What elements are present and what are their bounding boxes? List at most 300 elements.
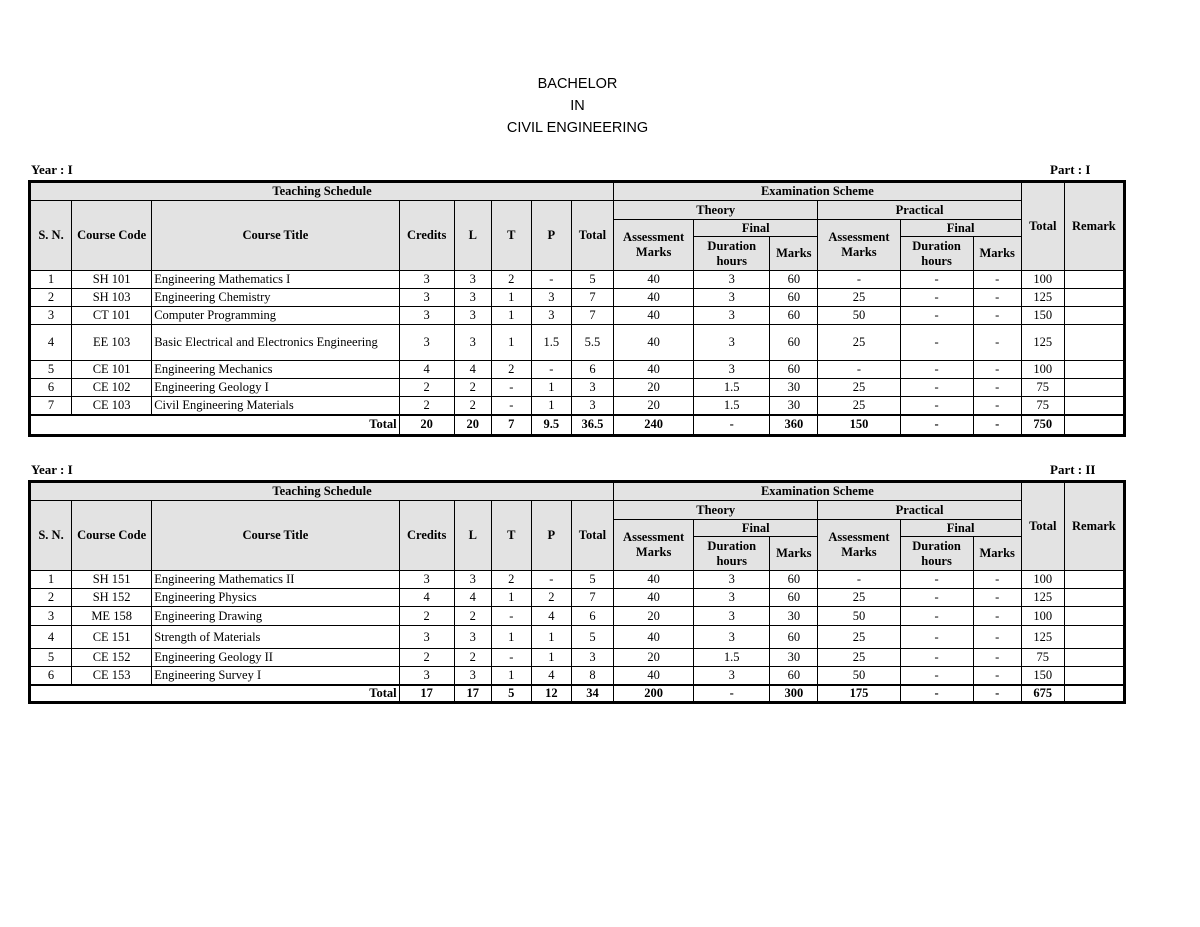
course-title-cell: Engineering Mathematics I: [152, 271, 399, 289]
grand-total-cell: 75: [1021, 379, 1064, 397]
theory-assessment-cell: 20: [614, 649, 694, 667]
credits-header: Credits: [399, 201, 454, 271]
hours-total-cell: 7: [571, 289, 613, 307]
year-label-part1: Year : I: [31, 162, 73, 177]
total-row: [30, 685, 1125, 703]
sn-header: S. N.: [30, 201, 72, 271]
lecture-cell: 3: [454, 325, 491, 361]
remark-cell: [1064, 289, 1124, 307]
total-credits-cell: 17: [399, 685, 454, 703]
practical-duration-cell: -: [900, 571, 973, 589]
theory-assessment-cell: 40: [614, 571, 694, 589]
tutorial-cell: 1: [491, 307, 531, 325]
course-title-cell: Engineering Physics: [152, 589, 399, 607]
course-title-cell: Basic Electrical and Electronics Engineering: [152, 325, 399, 361]
sn-cell: 4: [30, 626, 72, 649]
course-title-cell: Computer Programming: [152, 307, 399, 325]
credits-cell: 3: [399, 307, 454, 325]
lecture-cell: 2: [454, 379, 491, 397]
theory-assessment-header: Assessment Marks: [614, 220, 694, 271]
theory-assessment-cell: 40: [614, 589, 694, 607]
course-code-header: Course Code: [72, 501, 152, 571]
practical-assessment-cell: 50: [818, 607, 900, 626]
total-remark-cell: [1064, 685, 1124, 703]
practical-final-marks-cell: -: [973, 667, 1021, 685]
lecture-cell: 2: [454, 397, 491, 415]
course-code-cell: CE 151: [72, 626, 152, 649]
practical-duration-header: Duration hours: [900, 237, 973, 271]
total-hours-total-cell: 36.5: [571, 415, 613, 436]
lecture-cell: 2: [454, 649, 491, 667]
part-label-part2: Part : II: [1050, 462, 1096, 477]
theory-final-header: Final: [694, 520, 818, 537]
theory-assessment-cell: 20: [614, 379, 694, 397]
practical-final-marks-cell: -: [973, 626, 1021, 649]
practical-assessment-cell: 25: [818, 649, 900, 667]
part-label-part1: Part : I: [1050, 162, 1091, 177]
practical-final-marks-cell: -: [973, 607, 1021, 626]
remark-cell: [1064, 667, 1124, 685]
remark-cell: [1064, 271, 1124, 289]
remark-cell: [1064, 307, 1124, 325]
practical-final-marks-cell: -: [973, 379, 1021, 397]
total-lecture-cell: 20: [454, 415, 491, 436]
theory-assessment-cell: 40: [614, 667, 694, 685]
course-title-cell: Engineering Chemistry: [152, 289, 399, 307]
course-title-cell: Engineering Drawing: [152, 607, 399, 626]
program-title-line1: BACHELOR: [537, 76, 618, 92]
grand-total-cell: 150: [1021, 307, 1064, 325]
theory-final-marks-cell: 60: [770, 271, 818, 289]
total-practical-assessment-cell: 175: [818, 685, 900, 703]
practical-duration-cell: -: [900, 626, 973, 649]
sn-cell: 1: [30, 271, 72, 289]
hours-total-cell: 6: [571, 607, 613, 626]
course-code-cell: CE 101: [72, 361, 152, 379]
total-row: [30, 415, 1125, 436]
practical-duration-cell: -: [900, 307, 973, 325]
practical-duration-cell: -: [900, 667, 973, 685]
sn-cell: 2: [30, 289, 72, 307]
credits-cell: 2: [399, 649, 454, 667]
course-code-cell: SH 103: [72, 289, 152, 307]
remark-cell: [1064, 571, 1124, 589]
remark-cell: [1064, 607, 1124, 626]
practical-final-marks-cell: -: [973, 325, 1021, 361]
teaching-schedule-header: Teaching Schedule: [30, 482, 614, 501]
theory-duration-cell: 3: [694, 289, 770, 307]
practical-assessment-cell: 25: [818, 626, 900, 649]
practical-assessment-cell: 25: [818, 289, 900, 307]
theory-final-marks-cell: 60: [770, 667, 818, 685]
practical-assessment-cell: 25: [818, 589, 900, 607]
practical-assessment-cell: 50: [818, 667, 900, 685]
practical-final-marks-cell: -: [973, 289, 1021, 307]
sn-cell: 4: [30, 325, 72, 361]
total-credits-cell: 20: [399, 415, 454, 436]
grand-total-header: Total: [1021, 482, 1064, 571]
grand-total-cell: 100: [1021, 271, 1064, 289]
credits-cell: 4: [399, 589, 454, 607]
course-title-header: Course Title: [152, 201, 399, 271]
theory-final-marks-cell: 30: [770, 649, 818, 667]
course-row: [30, 607, 1125, 626]
practical-duration-cell: -: [900, 607, 973, 626]
grand-total-cell: 100: [1021, 571, 1064, 589]
practical-assessment-cell: 50: [818, 307, 900, 325]
credits-cell: 3: [399, 271, 454, 289]
year-label-part2: Year : I: [31, 462, 73, 477]
grand-total-cell: 100: [1021, 361, 1064, 379]
practical-hours-cell: 4: [531, 607, 571, 626]
tutorial-cell: -: [491, 397, 531, 415]
sn-cell: 6: [30, 379, 72, 397]
theory-assessment-cell: 40: [614, 626, 694, 649]
total-theory-duration-cell: -: [694, 415, 770, 436]
course-title-cell: Engineering Mathematics II: [152, 571, 399, 589]
theory-final-marks-cell: 60: [770, 361, 818, 379]
tutorial-cell: 2: [491, 571, 531, 589]
course-code-cell: CT 101: [72, 307, 152, 325]
hours-total-cell: 3: [571, 379, 613, 397]
course-row: [30, 667, 1125, 685]
theory-final-marks-cell: 60: [770, 571, 818, 589]
practical-hours-cell: 1: [531, 649, 571, 667]
practical-duration-cell: -: [900, 649, 973, 667]
theory-duration-cell: 3: [694, 607, 770, 626]
practical-assessment-cell: -: [818, 571, 900, 589]
theory-final-header: Final: [694, 220, 818, 237]
remark-header: Remark: [1064, 482, 1124, 571]
grand-total-cell: 125: [1021, 289, 1064, 307]
credits-cell: 2: [399, 607, 454, 626]
sn-cell: 3: [30, 607, 72, 626]
teaching-schedule-header: Teaching Schedule: [30, 182, 614, 201]
total-practical-hours-cell: 9.5: [531, 415, 571, 436]
course-code-cell: SH 152: [72, 589, 152, 607]
course-row: [30, 571, 1125, 589]
course-row: [30, 271, 1125, 289]
sn-cell: 7: [30, 397, 72, 415]
total-theory-duration-cell: -: [694, 685, 770, 703]
remark-cell: [1064, 649, 1124, 667]
course-code-header: Course Code: [72, 201, 152, 271]
lecture-cell: 4: [454, 361, 491, 379]
credits-cell: 2: [399, 379, 454, 397]
course-code-cell: SH 101: [72, 271, 152, 289]
theory-assessment-cell: 40: [614, 307, 694, 325]
course-code-cell: CE 152: [72, 649, 152, 667]
total-tutorial-cell: 7: [491, 415, 531, 436]
theory-duration-cell: 3: [694, 589, 770, 607]
credits-cell: 3: [399, 289, 454, 307]
program-title-line3: CIVIL ENGINEERING: [506, 120, 649, 136]
practical-final-marks-cell: -: [973, 307, 1021, 325]
total-theory-assessment-cell: 200: [614, 685, 694, 703]
practical-final-marks-cell: -: [973, 397, 1021, 415]
tutorial-cell: -: [491, 649, 531, 667]
total-practical-duration-cell: -: [900, 685, 973, 703]
course-row: [30, 397, 1125, 415]
sn-cell: 1: [30, 571, 72, 589]
lecture-cell: 3: [454, 571, 491, 589]
lecture-cell: 3: [454, 626, 491, 649]
course-title-header: Course Title: [152, 501, 399, 571]
practical-final-marks-cell: -: [973, 571, 1021, 589]
course-title-cell: Strength of Materials: [152, 626, 399, 649]
practical-duration-cell: -: [900, 271, 973, 289]
theory-assessment-cell: 40: [614, 289, 694, 307]
practical-hours-cell: -: [531, 271, 571, 289]
lecture-cell: 4: [454, 589, 491, 607]
theory-assessment-cell: 40: [614, 325, 694, 361]
practical-hours-cell: -: [531, 571, 571, 589]
course-title-cell: Engineering Survey I: [152, 667, 399, 685]
hours-total-cell: 5: [571, 571, 613, 589]
practical-duration-cell: -: [900, 589, 973, 607]
credits-cell: 3: [399, 667, 454, 685]
program-title-line2: IN: [570, 98, 585, 114]
lecture-cell: 3: [454, 667, 491, 685]
course-row: [30, 589, 1125, 607]
practical-marks-header: Marks: [973, 537, 1021, 571]
theory-marks-header: Marks: [770, 237, 818, 271]
practical-assessment-cell: 25: [818, 397, 900, 415]
theory-duration-cell: 3: [694, 271, 770, 289]
theory-duration-cell: 1.5: [694, 379, 770, 397]
course-code-cell: CE 103: [72, 397, 152, 415]
hours-total-cell: 6: [571, 361, 613, 379]
total-lecture-cell: 17: [454, 685, 491, 703]
hours-total-cell: 7: [571, 307, 613, 325]
total-theory-assessment-cell: 240: [614, 415, 694, 436]
practical-duration-cell: -: [900, 289, 973, 307]
remark-cell: [1064, 361, 1124, 379]
total-practical-hours-cell: 12: [531, 685, 571, 703]
tutorial-cell: 1: [491, 289, 531, 307]
tutorial-cell: 2: [491, 271, 531, 289]
tutorial-cell: 1: [491, 325, 531, 361]
course-row: [30, 626, 1125, 649]
hours-total-cell: 5: [571, 626, 613, 649]
credits-header: Credits: [399, 501, 454, 571]
practical-final-marks-cell: -: [973, 361, 1021, 379]
practical-duration-cell: -: [900, 397, 973, 415]
lecture-cell: 2: [454, 607, 491, 626]
course-code-cell: CE 102: [72, 379, 152, 397]
practical-hours-cell: 4: [531, 667, 571, 685]
lecture-cell: 3: [454, 307, 491, 325]
practical-hours-cell: 1: [531, 379, 571, 397]
remark-header: Remark: [1064, 182, 1124, 271]
total-practical-assessment-cell: 150: [818, 415, 900, 436]
sn-cell: 5: [30, 649, 72, 667]
practical-assessment-cell: 25: [818, 325, 900, 361]
theory-duration-cell: 3: [694, 307, 770, 325]
total-grand-total-cell: 750: [1021, 415, 1064, 436]
t-header: T: [491, 201, 531, 271]
examination-scheme-header: Examination Scheme: [614, 482, 1022, 501]
practical-duration-cell: -: [900, 379, 973, 397]
theory-final-marks-cell: 30: [770, 607, 818, 626]
total-hours-total-cell: 34: [571, 685, 613, 703]
hours-total-cell: 7: [571, 589, 613, 607]
hours-total-cell: 3: [571, 397, 613, 415]
grand-total-cell: 100: [1021, 607, 1064, 626]
credits-cell: 3: [399, 571, 454, 589]
sn-header: S. N.: [30, 501, 72, 571]
remark-cell: [1064, 397, 1124, 415]
grand-total-cell: 75: [1021, 397, 1064, 415]
lecture-cell: 3: [454, 289, 491, 307]
theory-duration-cell: 3: [694, 571, 770, 589]
tutorial-cell: 1: [491, 667, 531, 685]
course-code-cell: EE 103: [72, 325, 152, 361]
theory-header: Theory: [614, 501, 818, 520]
course-code-cell: SH 151: [72, 571, 152, 589]
practical-final-header: Final: [900, 220, 1021, 237]
theory-duration-cell: 3: [694, 626, 770, 649]
hours-total-cell: 5: [571, 271, 613, 289]
tutorial-cell: 1: [491, 589, 531, 607]
p-header: P: [531, 201, 571, 271]
theory-assessment-header: Assessment Marks: [614, 520, 694, 571]
theory-duration-cell: 3: [694, 361, 770, 379]
credits-cell: 2: [399, 397, 454, 415]
course-title-cell: Civil Engineering Materials: [152, 397, 399, 415]
total-tutorial-cell: 5: [491, 685, 531, 703]
theory-final-marks-cell: 60: [770, 626, 818, 649]
hours-total-header: Total: [571, 501, 613, 571]
total-remark-cell: [1064, 415, 1124, 436]
t-header: T: [491, 501, 531, 571]
total-row-label: Total: [30, 415, 400, 436]
theory-duration-cell: 1.5: [694, 397, 770, 415]
schedule-table-part1: [28, 180, 1126, 437]
course-title-cell: Engineering Geology II: [152, 649, 399, 667]
hours-total-cell: 3: [571, 649, 613, 667]
course-row: [30, 289, 1125, 307]
course-code-cell: ME 158: [72, 607, 152, 626]
hours-total-cell: 5.5: [571, 325, 613, 361]
lecture-cell: 3: [454, 271, 491, 289]
theory-assessment-cell: 20: [614, 607, 694, 626]
practical-header: Practical: [818, 501, 1021, 520]
theory-assessment-cell: 20: [614, 397, 694, 415]
practical-assessment-header: Assessment Marks: [818, 220, 900, 271]
total-row-label: Total: [30, 685, 400, 703]
remark-cell: [1064, 626, 1124, 649]
credits-cell: 4: [399, 361, 454, 379]
course-row: [30, 379, 1125, 397]
practical-assessment-cell: -: [818, 361, 900, 379]
theory-duration-cell: 3: [694, 325, 770, 361]
theory-duration-cell: 1.5: [694, 649, 770, 667]
grand-total-cell: 75: [1021, 649, 1064, 667]
practical-assessment-cell: -: [818, 271, 900, 289]
practical-hours-cell: 1: [531, 397, 571, 415]
course-title-cell: Engineering Geology I: [152, 379, 399, 397]
total-practical-duration-cell: -: [900, 415, 973, 436]
grand-total-cell: 125: [1021, 589, 1064, 607]
practical-assessment-cell: 25: [818, 379, 900, 397]
practical-hours-cell: 1.5: [531, 325, 571, 361]
theory-duration-cell: 3: [694, 667, 770, 685]
theory-final-marks-cell: 30: [770, 379, 818, 397]
sn-cell: 3: [30, 307, 72, 325]
examination-scheme-header: Examination Scheme: [614, 182, 1022, 201]
practical-hours-cell: 2: [531, 589, 571, 607]
theory-final-marks-cell: 30: [770, 397, 818, 415]
practical-hours-cell: 3: [531, 307, 571, 325]
p-header: P: [531, 501, 571, 571]
course-row: [30, 325, 1125, 361]
hours-total-header: Total: [571, 201, 613, 271]
practical-header: Practical: [818, 201, 1021, 220]
remark-cell: [1064, 589, 1124, 607]
practical-final-header: Final: [900, 520, 1021, 537]
l-header: L: [454, 501, 491, 571]
practical-final-marks-cell: -: [973, 649, 1021, 667]
course-row: [30, 307, 1125, 325]
practical-duration-header: Duration hours: [900, 537, 973, 571]
theory-final-marks-cell: 60: [770, 589, 818, 607]
theory-assessment-cell: 40: [614, 271, 694, 289]
theory-assessment-cell: 40: [614, 361, 694, 379]
practical-duration-cell: -: [900, 325, 973, 361]
theory-duration-header: Duration hours: [694, 237, 770, 271]
course-row: [30, 361, 1125, 379]
theory-final-marks-cell: 60: [770, 289, 818, 307]
practical-hours-cell: 1: [531, 626, 571, 649]
credits-cell: 3: [399, 626, 454, 649]
total-practical-final-marks-cell: -: [973, 415, 1021, 436]
course-code-cell: CE 153: [72, 667, 152, 685]
tutorial-cell: 1: [491, 626, 531, 649]
theory-duration-header: Duration hours: [694, 537, 770, 571]
practical-final-marks-cell: -: [973, 589, 1021, 607]
sn-cell: 6: [30, 667, 72, 685]
practical-final-marks-cell: -: [973, 271, 1021, 289]
theory-final-marks-cell: 60: [770, 325, 818, 361]
schedule-table-part2: [28, 480, 1126, 704]
grand-total-cell: 125: [1021, 325, 1064, 361]
grand-total-cell: 150: [1021, 667, 1064, 685]
remark-cell: [1064, 379, 1124, 397]
practical-assessment-header: Assessment Marks: [818, 520, 900, 571]
grand-total-header: Total: [1021, 182, 1064, 271]
l-header: L: [454, 201, 491, 271]
grand-total-cell: 125: [1021, 626, 1064, 649]
sn-cell: 2: [30, 589, 72, 607]
credits-cell: 3: [399, 325, 454, 361]
total-theory-final-marks-cell: 300: [770, 685, 818, 703]
course-title-cell: Engineering Mechanics: [152, 361, 399, 379]
course-row: [30, 649, 1125, 667]
practical-marks-header: Marks: [973, 237, 1021, 271]
remark-cell: [1064, 325, 1124, 361]
total-grand-total-cell: 675: [1021, 685, 1064, 703]
tutorial-cell: 2: [491, 361, 531, 379]
theory-final-marks-cell: 60: [770, 307, 818, 325]
total-theory-final-marks-cell: 360: [770, 415, 818, 436]
tutorial-cell: -: [491, 607, 531, 626]
practical-hours-cell: 3: [531, 289, 571, 307]
practical-hours-cell: -: [531, 361, 571, 379]
sn-cell: 5: [30, 361, 72, 379]
tutorial-cell: -: [491, 379, 531, 397]
practical-duration-cell: -: [900, 361, 973, 379]
